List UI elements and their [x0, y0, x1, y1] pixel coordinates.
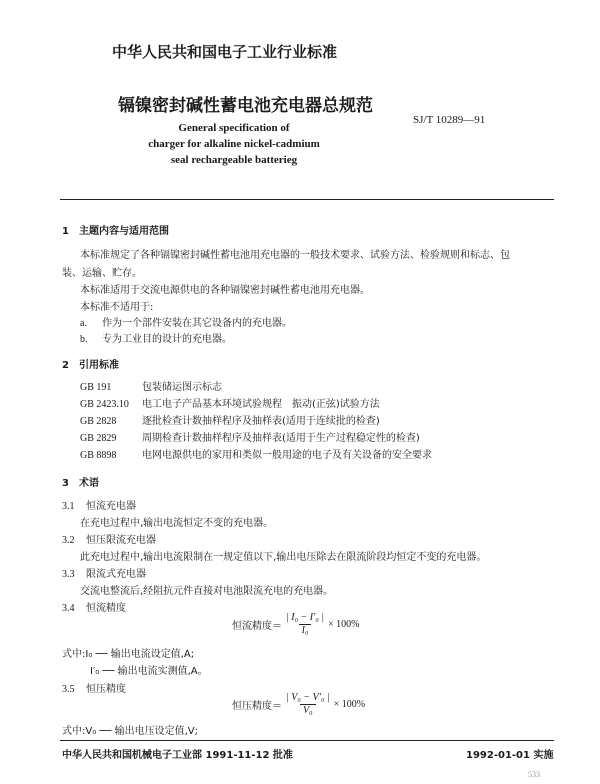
reference-code: GB 2423.10: [80, 399, 129, 410]
formula-denominator: V₀: [300, 704, 316, 717]
reference-row: [80, 446, 432, 461]
term-name: 恒压精度: [86, 684, 126, 695]
list-item-mark: b.: [80, 334, 88, 345]
term-name: 恒流精度: [86, 603, 126, 614]
term-number: 3.1: [62, 501, 75, 512]
term-number: 3.5: [62, 684, 75, 695]
footer-divider: [60, 740, 554, 741]
section-1-paragraph-1-line-1: 本标准规定了各种镉镍密封碱性蓄电池用充电器的一般技术要求、试验方法、检验规则和标志、包: [80, 250, 510, 261]
section-1-heading: 1 主题内容与适用范围: [62, 226, 169, 237]
term-3-2-definition: 此充电过程中,输出电流限制在一规定值以下,输出电压除去在限流阶段均恒定不变的充电器。: [80, 552, 487, 563]
term-name: 限流式充电器: [86, 569, 146, 580]
where-definition: I₀ ── 输出电流设定值,A;: [85, 649, 195, 660]
formula-suffix: × 100%: [333, 699, 366, 710]
reference-title: 逐批检查计数抽样程序及抽样表(适用于连续批的检查): [142, 416, 380, 427]
section-1-paragraph-2: 本标准适用于交流电源供电的各种镉镍密封碱性蓄电池用充电器。: [80, 285, 370, 296]
term-name: 恒流充电器: [86, 501, 136, 512]
formula-suffix: × 100%: [328, 619, 360, 630]
formula-label: 恒流精度＝: [232, 621, 282, 632]
current-precision-formula: [232, 612, 360, 637]
formula-label: 恒压精度＝: [232, 701, 282, 712]
reference-row: [80, 378, 222, 393]
where-prefix: 式中:: [62, 726, 86, 737]
header-divider: [60, 199, 554, 200]
reference-row: [80, 412, 380, 427]
where-prefix: 式中:: [62, 649, 86, 660]
list-item: [80, 330, 232, 345]
term-number: 3.4: [62, 603, 75, 614]
formula-denominator: I₀: [299, 624, 312, 637]
formula-where-line-2: I′₀ ── 输出电流实测值,A。: [90, 666, 208, 677]
list-item-text: 专为工业目的设计的充电器。: [102, 334, 232, 345]
term-3-3-definition: 交流电整流后,经阻抗元件直接对电池限流充电的充电器。: [80, 586, 334, 597]
list-item: [80, 314, 292, 329]
standard-title-cn: 镉镍密封碱性蓄电池充电器总规范: [118, 96, 373, 116]
standard-title-en: [134, 120, 334, 168]
term-number: 3.2: [62, 535, 75, 546]
standard-number: SJ/T 10289—91: [413, 114, 486, 126]
formula-numerator: | V₀ − V′₀ |: [286, 692, 330, 703]
section-3-heading: 3 术语: [62, 478, 99, 489]
list-item-mark: a.: [80, 318, 87, 329]
list-item-text: 作为一个部件安装在其它设备内的充电器。: [102, 318, 292, 329]
term-3-1: [62, 497, 136, 512]
voltage-precision-formula: [232, 692, 365, 717]
title-en-line-2: charger for alkaline nickel-cadmium: [148, 138, 320, 150]
page-number: 533: [528, 770, 540, 779]
reference-title: 电工电子产品基本环境试验规程 振动(正弦)试验方法: [142, 399, 380, 410]
approval-date: 中华人民共和国机械电子工业部 1991-11-12 批准: [62, 750, 293, 761]
reference-title: 周期检查计数抽样程序及抽样表(适用于生产过程稳定性的检查): [142, 433, 420, 444]
effective-date: 1992-01-01 实施: [466, 750, 554, 761]
term-3-2: [62, 531, 156, 546]
section-2-heading: 2 引用标准: [62, 360, 119, 371]
section-1-paragraph-3: 本标准不适用于:: [80, 302, 154, 313]
formula-numerator: | I₀ − I′₀ |: [286, 612, 325, 623]
where-definition: V₀ ── 输出电压设定值,V;: [85, 726, 199, 737]
term-3-1-definition: 在充电过程中,输出电流恒定不变的充电器。: [80, 518, 274, 529]
term-3-5: [62, 680, 126, 695]
term-number: 3.3: [62, 569, 75, 580]
title-en-line-1: General specification of: [178, 122, 290, 134]
title-en-line-3: seal rechargeable batterieg: [170, 154, 298, 166]
formula-where-line-1: [62, 645, 194, 660]
reference-row: [80, 395, 380, 410]
reference-code: GB 8898: [80, 450, 117, 461]
reference-title: 电网电源供电的家用和类似一般用途的电子及有关设备的安全要求: [142, 450, 432, 461]
reference-code: GB 2828: [80, 416, 117, 427]
term-3-4: [62, 599, 126, 614]
term-3-3: [62, 565, 146, 580]
formula-fraction: [286, 692, 330, 717]
reference-title: 包装储运图示标志: [142, 382, 222, 393]
formula-where-line: [62, 722, 198, 737]
term-name: 恒压限流充电器: [86, 535, 156, 546]
section-1-paragraph-1-line-2: 装、运输、贮存。: [62, 268, 142, 279]
formula-fraction: [286, 612, 324, 637]
reference-code: GB 2829: [80, 433, 117, 444]
industry-standard-title: 中华人民共和国电子工业行业标准: [112, 43, 338, 61]
reference-code: GB 191: [80, 382, 112, 393]
reference-row: [80, 429, 420, 444]
